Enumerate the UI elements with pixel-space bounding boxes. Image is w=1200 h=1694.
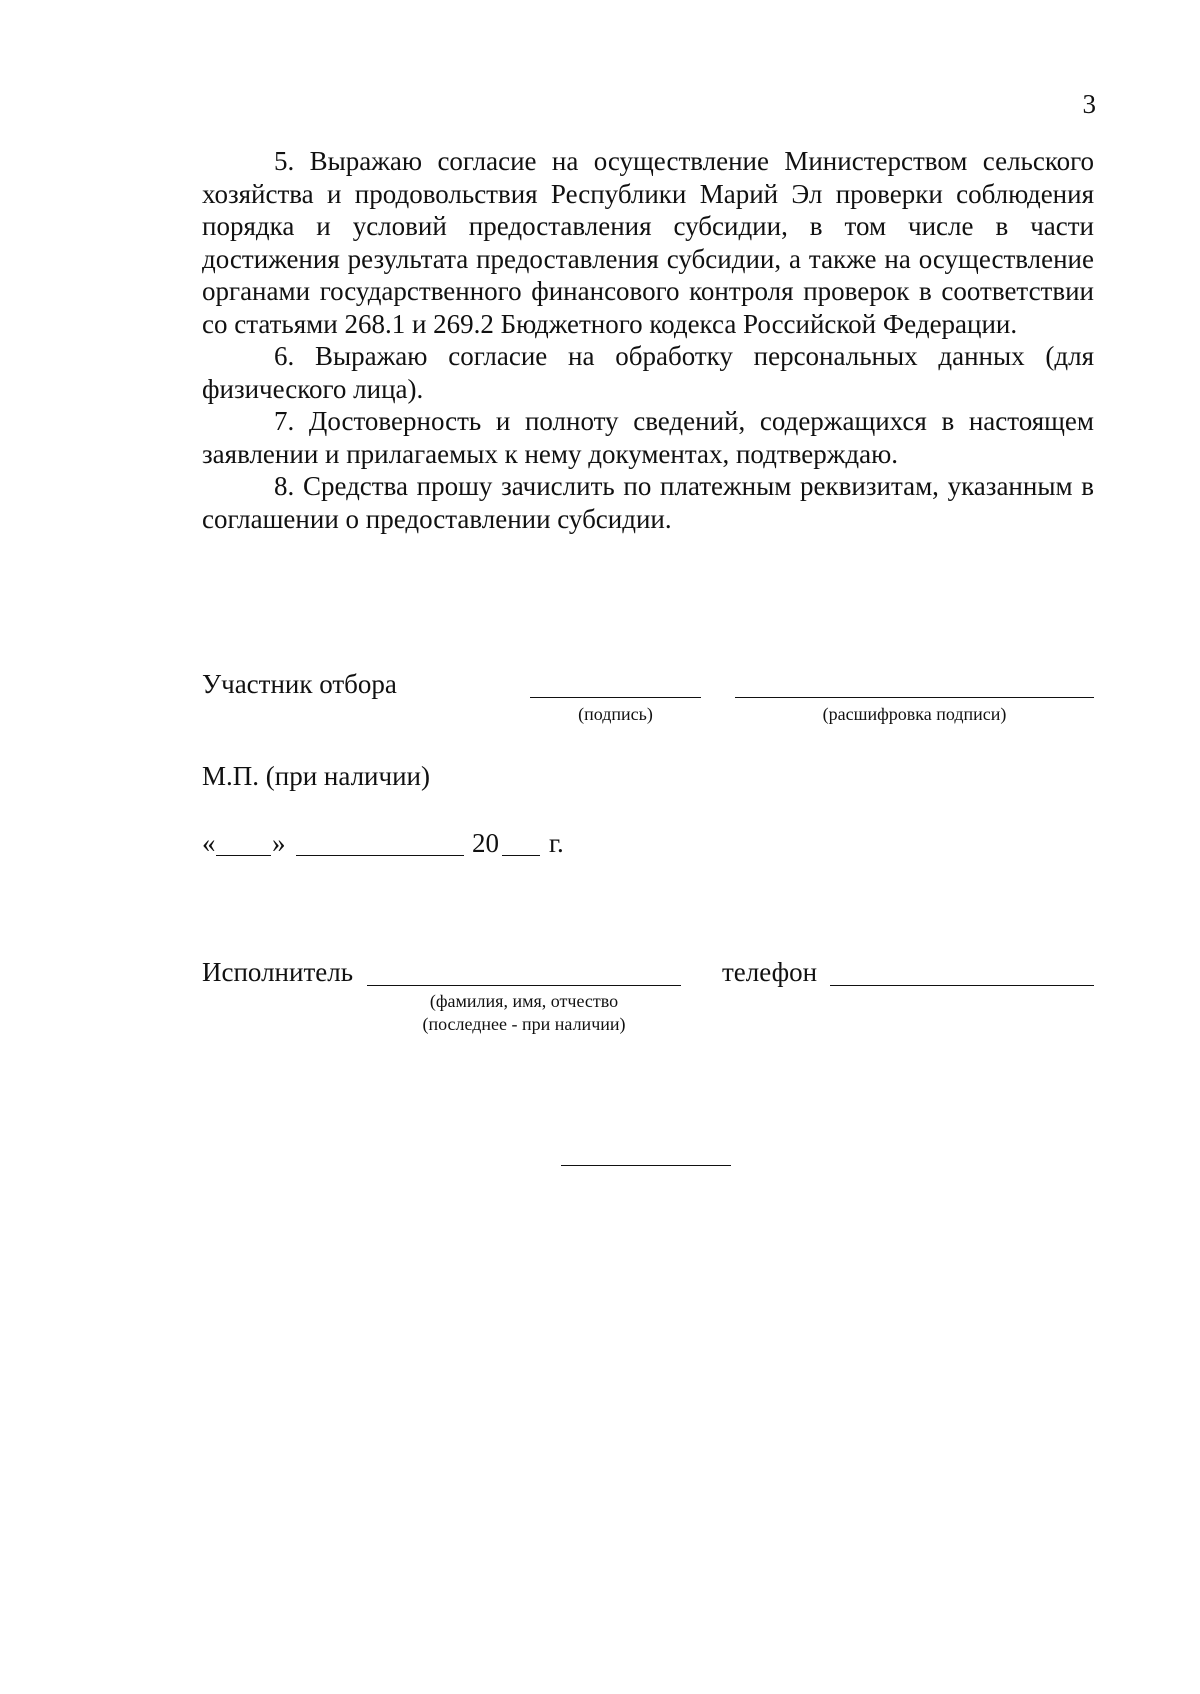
paragraph-consent-personal-data: 6. Выражаю согласие на обработку персональных данных (для физического лица). xyxy=(202,341,1094,404)
document-end-line xyxy=(561,1165,731,1166)
date-year-suffix: г. xyxy=(549,828,564,858)
signature-transcript-line xyxy=(735,697,1094,698)
document-body xyxy=(202,145,1094,535)
date-year-prefix: 20 xyxy=(472,828,499,858)
phone-line xyxy=(830,985,1094,986)
date-year-line xyxy=(502,855,540,856)
phone-label: телефон xyxy=(722,957,818,987)
date-open-quote: « xyxy=(202,828,216,858)
date-day-line xyxy=(216,855,271,856)
paragraph-accuracy-confirmation: 7. Достоверность и полноту сведений, содержащихся в настоящем заявлении и прилагаемых к нему документах, подтверждаю. xyxy=(202,406,1094,469)
executor-name-line xyxy=(367,985,681,986)
date-close-quote: » xyxy=(272,828,286,858)
executor-caption-line2: (последнее - при наличии) xyxy=(422,1014,626,1034)
page-number: 3 xyxy=(1082,89,1096,119)
date-month-line xyxy=(296,855,464,856)
signature-transcript-caption: (расшифровка подписи) xyxy=(822,704,1007,724)
participant-label: Участник отбора xyxy=(202,669,397,699)
seal-label: М.П. (при наличии) xyxy=(202,761,430,791)
executor-label: Исполнитель xyxy=(202,957,354,987)
signature-line xyxy=(530,697,701,698)
executor-caption-line1: (фамилия, имя, отчество xyxy=(429,991,619,1011)
signature-caption: (подпись) xyxy=(578,704,653,724)
paragraph-consent-inspection: 5. Выражаю согласие на осуществление Министерством сельского хозяйства и продовольствия Республики Марий Эл проверки соблюдения порядка и условий предоставления субсидии, в том числе в части достижения результата предоставления субсидии, а также на осуществление органами государственного финансового контроля проверок в соответствии со статьями 268.1 и 269.2 Бюджетного кодекса Российской Федерации. xyxy=(202,146,1094,339)
paragraph-payment-details: 8. Средства прошу зачислить по платежным реквизитам, указанным в соглашении о предоставлении субсидии. xyxy=(202,471,1094,534)
